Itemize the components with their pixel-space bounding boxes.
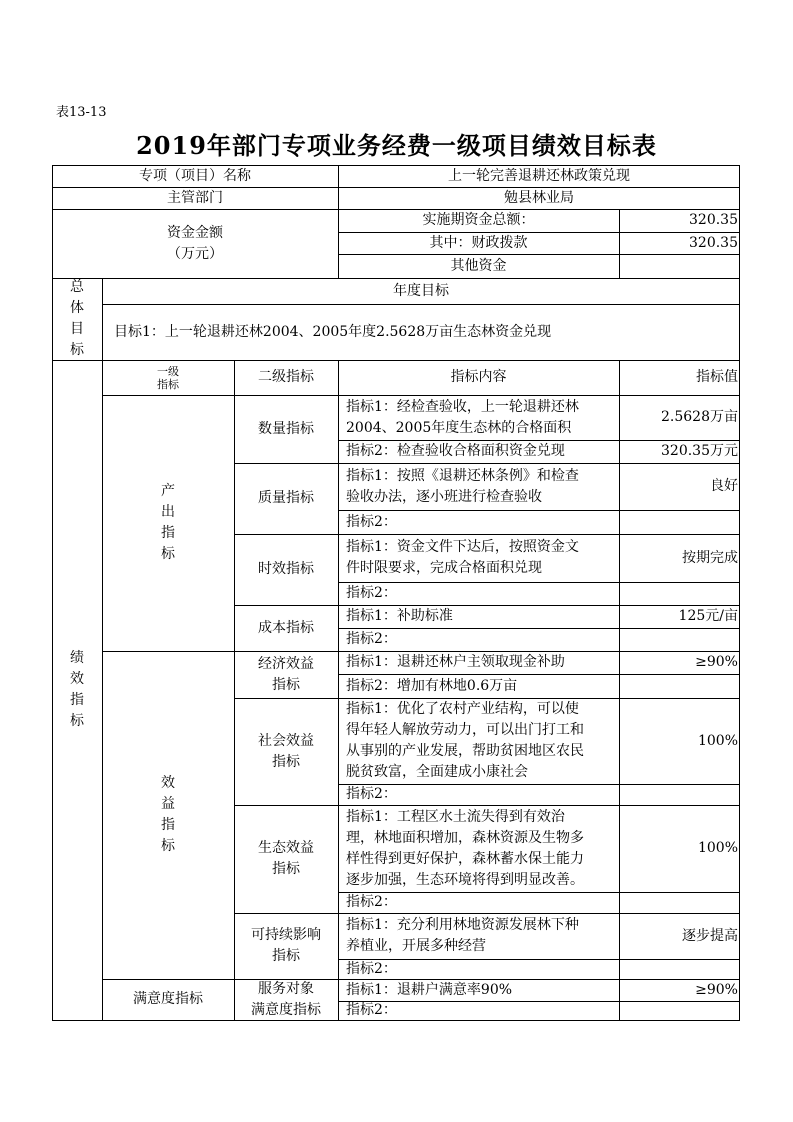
cost-indicator-1: 指标1：补助标准 [346, 608, 453, 624]
output-char: 出 [161, 504, 175, 520]
benefit-char: 指 [161, 817, 175, 833]
social-label [234, 698, 338, 805]
cost-indicator-2: 指标2： [346, 631, 397, 647]
indicator-line: 2004、2005年度生态林的合格面积 [346, 419, 572, 436]
indicator-line: 得年轻人解放劳动力，可以出门打工和 [346, 722, 584, 738]
service-value-1: ≥90% [695, 981, 738, 998]
overall-char: 总 [70, 279, 84, 295]
indicator-line: 理，林地面积增加，森林资源及生物多 [346, 829, 584, 846]
performance-char: 标 [70, 713, 84, 729]
table-number: 表13-13 [56, 105, 107, 120]
sustainability-label-a: 可持续影响 [251, 927, 321, 943]
output-indicators-label [102, 395, 234, 651]
social-indicator-2: 指标2： [346, 786, 397, 802]
year-target-label: 年度目标 [393, 282, 449, 299]
benefit-char: 益 [161, 796, 175, 812]
output-char: 指 [161, 525, 175, 541]
indicator-line: 逐步加强，生态环境将得到明显改善。 [346, 871, 584, 888]
satisfaction-indicators-label: 满意度指标 [133, 991, 203, 1007]
benefit-char: 效 [161, 775, 175, 791]
economic-label-b: 指标 [272, 676, 300, 693]
quantity-indicator-2: 指标2：检查验收合格面积资金兑现 [346, 443, 565, 459]
project-name-value: 上一轮完善退耕还林政策兑现 [448, 167, 630, 184]
performance-char: 指 [70, 692, 84, 708]
total-funds-value: 320.35 [689, 212, 738, 228]
quantity-label: 数量指标 [258, 420, 314, 437]
economic-label [234, 651, 338, 698]
ecological-label-a: 生态效益 [258, 840, 314, 856]
indicator-line: 脱贫致富，全面建成小康社会 [346, 764, 528, 780]
service-label-a: 服务对象 [258, 980, 314, 997]
ecological-label-b: 指标 [272, 861, 300, 877]
quantity-value-1: 2.5628万亩 [661, 409, 738, 425]
col-level1-b: 指标 [157, 377, 179, 391]
col-level2-header: 二级指标 [258, 369, 314, 385]
other-funds-label: 其他资金 [450, 257, 507, 274]
cost-value-1: 125元/亩 [678, 608, 738, 624]
quality-label: 质量指标 [258, 490, 314, 506]
ecological-indicator-2: 指标2： [346, 894, 397, 910]
col-content-header: 指标内容 [450, 369, 507, 385]
economic-value-1: ≥90% [695, 654, 738, 670]
indicator-line: 指标1：工程区水土流失得到有效治 [346, 808, 565, 825]
indicator-line: 指标1：充分利用林地资源发展林下种 [346, 917, 579, 933]
col-level1-a: 一级 [157, 364, 179, 378]
social-value-1: 100% [697, 732, 738, 749]
social-indicator-1 [338, 698, 619, 784]
cost-label: 成本指标 [258, 619, 314, 636]
timeliness-label: 时效指标 [258, 561, 314, 577]
indicator-line: 指标1：优化了农村产业结构，可以使 [346, 701, 579, 717]
indicator-line: 件时限要求，完成合格面积兑现 [346, 560, 542, 576]
indicator-line: 从事别的产业发展，帮助贫困地区农民 [346, 743, 584, 759]
sustainability-value-1: 逐步提高 [682, 927, 738, 944]
quantity-value-2: 320.35万元 [661, 443, 738, 459]
benefit-char: 标 [161, 838, 175, 854]
output-char: 产 [161, 483, 175, 499]
fiscal-funds-value: 320.35 [689, 234, 738, 251]
performance-label [52, 360, 102, 1020]
funds-label [52, 209, 338, 278]
sustainability-label [234, 913, 338, 979]
other-funds-value [619, 254, 740, 278]
indicator-line: 指标1：按照《退耕还林条例》和检查 [346, 467, 579, 484]
sustainability-indicator-1 [338, 913, 619, 959]
quality-value-1: 良好 [710, 478, 738, 494]
sustainability-label-b: 指标 [272, 948, 300, 964]
economic-indicator-2: 指标2：增加有林地0.6万亩 [346, 677, 518, 694]
sustainability-indicator-2: 指标2： [346, 960, 397, 977]
funds-label-line1: 资金金额 [167, 224, 223, 241]
col-value-header: 指标值 [696, 369, 738, 385]
service-indicator-1: 指标1：退耕户满意率90% [346, 981, 513, 998]
output-char: 标 [161, 546, 175, 562]
social-label-a: 社会效益 [258, 732, 314, 749]
service-label-b: 满意度指标 [251, 1001, 321, 1018]
indicator-line: 样性得到更好保护，森林蓄水保土能力 [346, 850, 584, 867]
indicator-line: 养植业，开展多种经营 [346, 938, 486, 954]
overall-char: 目 [70, 321, 84, 337]
quality-indicator-2: 指标2： [346, 513, 397, 530]
performance-char: 效 [70, 671, 84, 687]
total-funds-label: 实施期资金总额： [422, 212, 535, 228]
department-label: 主管部门 [167, 189, 223, 206]
social-label-b: 指标 [272, 753, 300, 770]
indicator-line: 指标1：资金文件下达后，按照资金文 [346, 539, 579, 555]
department-value: 勉县林业局 [504, 189, 574, 206]
timeliness-value-1: 按期完成 [682, 549, 738, 566]
economic-indicator-1: 指标1：退耕还林户主领取现金补助 [346, 654, 565, 670]
col-level1-header [102, 360, 234, 395]
overall-char: 体 [70, 300, 84, 316]
fiscal-funds-label: 其中：财政拨款 [429, 234, 528, 251]
target-1: 目标1：上一轮退耕还林2004、2005年度2.5628万亩生态林资金兑现 [114, 323, 552, 340]
benefit-indicators-label [102, 651, 234, 979]
funds-label-line2: （万元） [167, 245, 223, 262]
economic-label-a: 经济效益 [258, 655, 314, 672]
timeliness-indicator-2: 指标2： [346, 585, 397, 601]
overall-char: 标 [70, 342, 84, 358]
performance-char: 绩 [70, 650, 84, 666]
performance-table [52, 165, 740, 1021]
project-name-label: 专项（项目）名称 [139, 167, 251, 184]
service-indicator-2: 指标2： [346, 1002, 397, 1018]
indicator-line: 验收办法，逐小班进行检查验收 [346, 488, 542, 505]
ecological-label [234, 805, 338, 913]
ecological-value-1: 100% [697, 840, 738, 856]
service-satisfaction-label [234, 979, 338, 1020]
quantity-indicator-1 [338, 395, 619, 440]
quality-indicator-1 [338, 463, 619, 510]
overall-target-label [52, 278, 102, 360]
timeliness-indicator-1 [338, 534, 619, 582]
ecological-indicator-1 [338, 805, 619, 892]
indicator-line: 指标1：经检查验收，上一轮退耕还林 [346, 398, 579, 415]
page-title: 2019年部门专项业务经费一级项目绩效目标表 [136, 131, 657, 160]
